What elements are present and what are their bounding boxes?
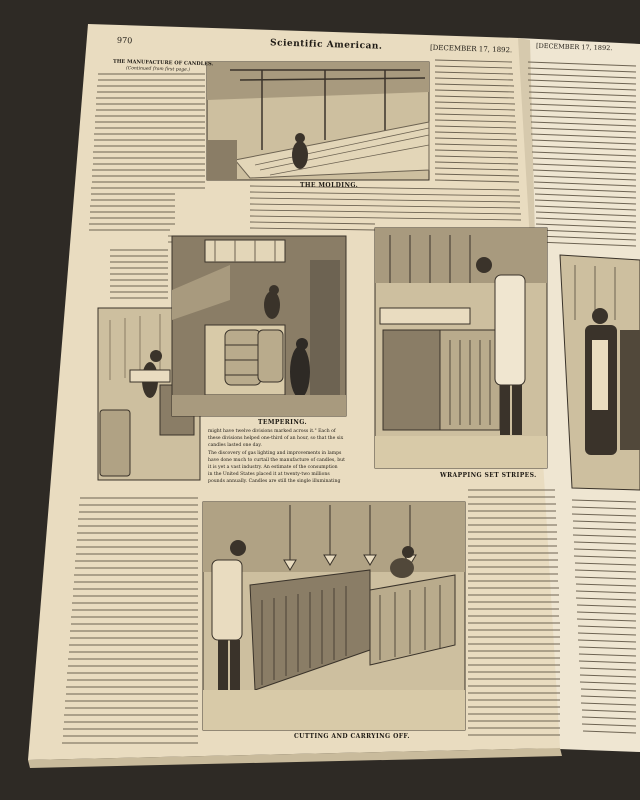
- snippet-line: might have twelve divisions marked across it." Each of: [208, 429, 336, 434]
- snippet-line: in the United States placed it at twenty-two millions: [208, 472, 330, 478]
- caption-cutting: CUTTING AND CARRYING OFF.: [294, 733, 410, 740]
- caption-wrapping: WRAPPING SET STRIPES.: [440, 472, 537, 479]
- article-heading: THE MANUFACTURE OF CANDLES.: [112, 58, 214, 68]
- illustration-right-page: [560, 255, 640, 490]
- caption-tempering: TEMPERING.: [258, 419, 308, 426]
- snippet-line: The discovery of gas lighting and improvements in lamps: [208, 450, 342, 456]
- snippet-line: candles lasted one day.: [208, 443, 262, 449]
- article-snippet: [208, 428, 368, 486]
- date-left: [DECEMBER 17, 1892.: [429, 43, 513, 55]
- illustration-wrapping: [375, 228, 547, 468]
- article-subheading: (Continued from first page.): [125, 66, 191, 73]
- snippet-line: have done much to curtail the manufacture of candles, but: [208, 457, 345, 463]
- illustration-molding: [207, 62, 429, 180]
- snippet-line: these divisions helped one-third of an hour, so that the six: [208, 436, 344, 442]
- date-right: [DECEMBER 17, 1892.: [535, 41, 613, 53]
- snippet-line: it is yet a vast industry. An estimate of the consumption: [208, 465, 338, 471]
- illustration-cutting: [203, 502, 465, 730]
- page-number: 970: [116, 35, 133, 46]
- caption-molding: THE MOLDING.: [300, 182, 359, 189]
- illustration-tempering: [172, 236, 346, 416]
- masthead: Scientific American.: [269, 38, 383, 52]
- snippet-line: pounds annually. Candles are still the single illuminating: [208, 479, 341, 485]
